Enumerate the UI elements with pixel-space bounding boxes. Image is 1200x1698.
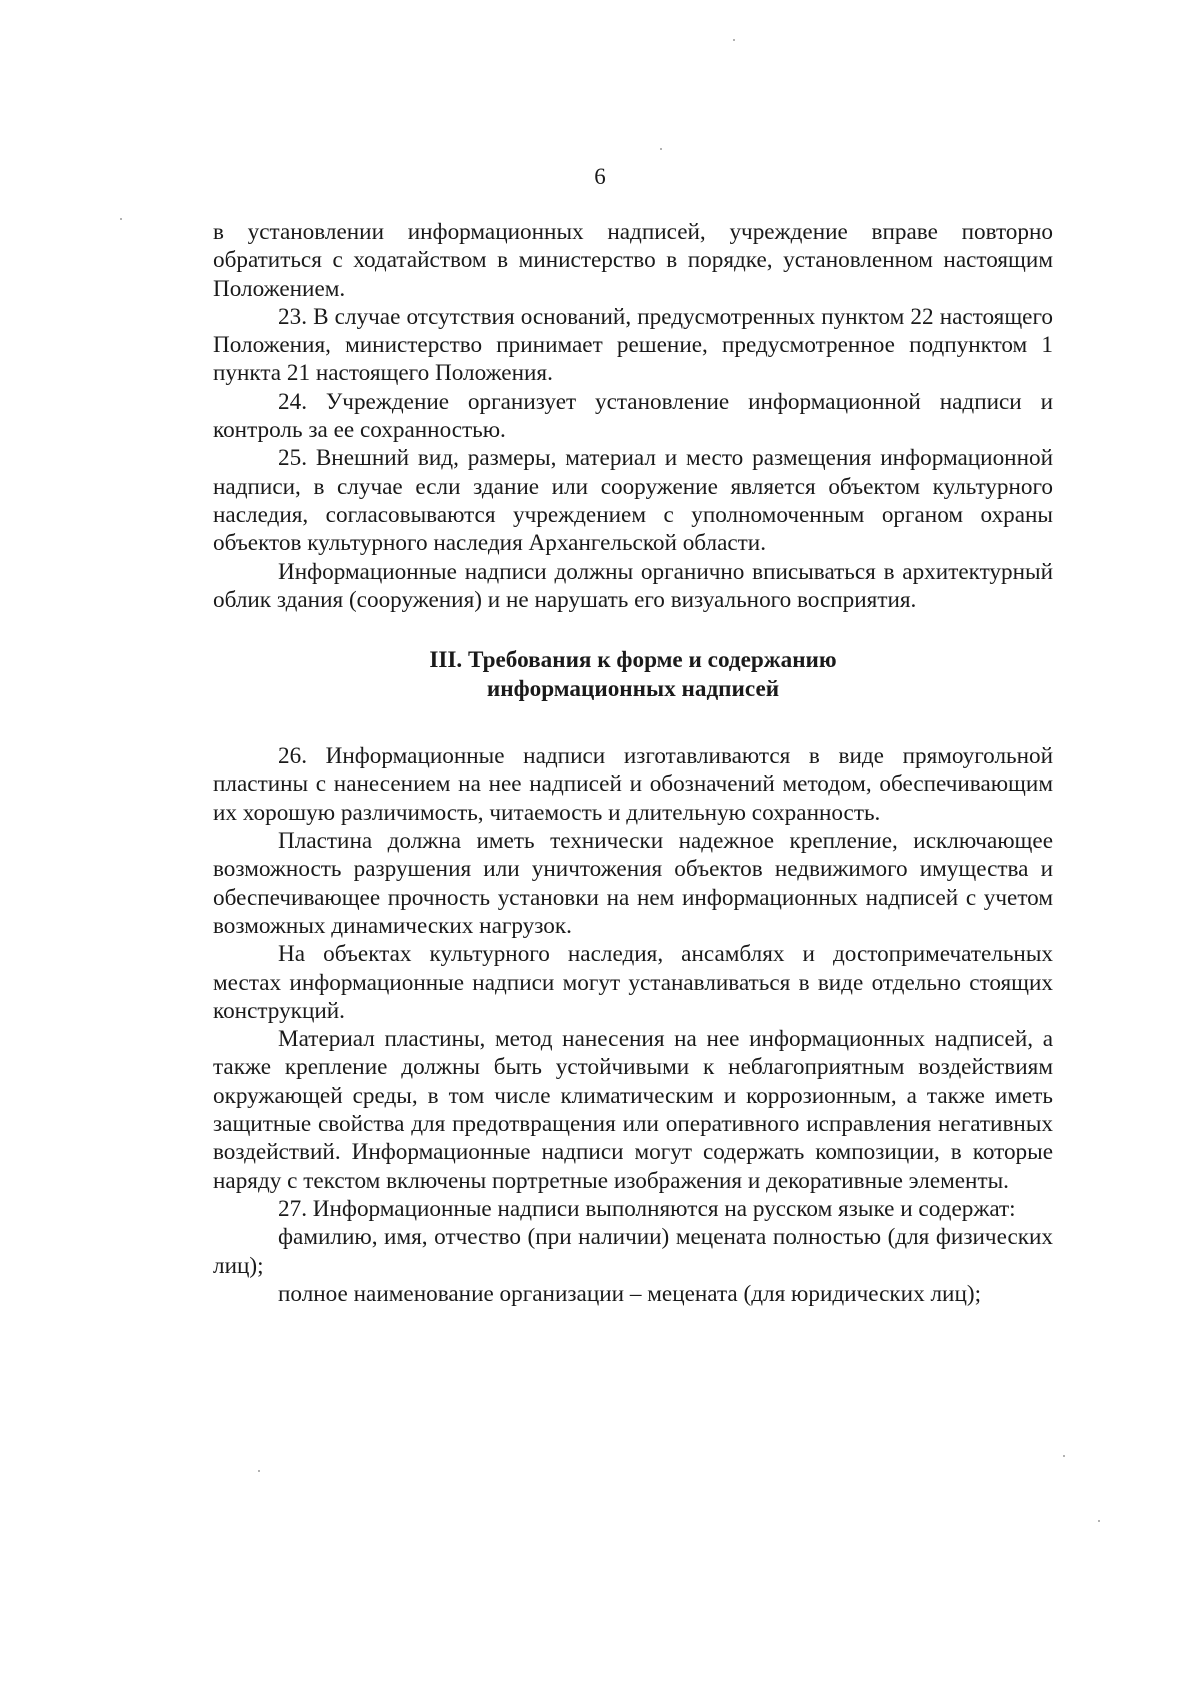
- paragraphs-top: [213, 218, 1053, 614]
- scan-speck: [1098, 1520, 1100, 1522]
- paragraph-continuation: в установлении информационных надписей, учреждение вправе повторно обратиться с ходатайством в министерство в порядке, установленном настоящим Положением.: [213, 219, 1053, 302]
- paragraph-plate-material: Материал пластины, метод нанесения на нее информационных надписей, а также крепление должны быть устойчивыми к неблагоприятным воздействиям окружающей среды, в том числе климатическим и коррозионным, а также иметь защитные свойства для предотвращения или оперативного исправления негативных воздействий. Информационные надписи могут содержать композиции, в которые наряду с текстом включены портретные изображения и декоративные элементы.: [213, 1026, 1053, 1194]
- paragraph-item-27: 27. Информационные надписи выполняются на русском языке и содержат:: [278, 1195, 1016, 1222]
- paragraph-plate-mounting: Пластина должна иметь технически надежное крепление, исключающее возможность разрушения или уничтожения объектов недвижимого имущества и обеспечивающее прочность установки на нем информационных надписей с учетом возможных динамических нагрузок.: [213, 828, 1053, 939]
- paragraph-item-24: 24. Учреждение организует установление информационной надписи и контроль за ее сохранностью.: [213, 388, 1053, 444]
- scan-speck: [733, 39, 735, 41]
- section-heading-line-1: III. Требования к форме и содержанию: [429, 647, 837, 674]
- paragraph-item-25: 25. Внешний вид, размеры, материал и место размещения информационной надписи, в случае если здание или сооружение является объектом культурного наследия, согласовываются учреждением с уполномоченным органом охраны объектов культурного наследия Архангельской области.: [213, 445, 1053, 557]
- paragraph-standalone-structures: На объектах культурного наследия, ансамблях и достопримечательных местах информационные надписи могут устанавливаться в виде отдельно стоящих конструкций.: [213, 941, 1053, 1024]
- scan-speck: [258, 1470, 260, 1472]
- document-body: [213, 218, 1053, 1308]
- scan-speck: [120, 218, 122, 220]
- list-item-individual: фамилию, имя, отчество (при наличии) мецената полностью (для физических лиц);: [213, 1224, 1053, 1279]
- paragraph-item-25-note: Информационные надписи должны органично вписываться в архитектурный облик здания (сооружения) и не нарушать его визуального восприятия.: [213, 558, 1053, 613]
- paragraph-item-23: 23. В случае отсутствия оснований, предусмотренных пунктом 22 настоящего Положения, министерство принимает решение, предусмотренное подпунктом 1 пункта 21 настоящего Положения.: [213, 303, 1053, 387]
- paragraph-item-26: 26. Информационные надписи изготавливаются в виде прямоугольной пластины с нанесением на нее надписей и обозначений методом, обеспечивающим их хорошую различимость, читаемость и длительную сохранность.: [213, 743, 1053, 826]
- page-number: 6: [594, 164, 606, 189]
- paragraphs-bottom: [213, 742, 1053, 1308]
- list-item-organization: полное наименование организации – мецената (для юридических лиц);: [278, 1280, 982, 1307]
- scan-speck: [660, 148, 662, 150]
- section-heading-line-2: информационных надписей: [486, 676, 780, 703]
- scan-speck: [1063, 1455, 1065, 1457]
- section-heading: [213, 646, 1053, 704]
